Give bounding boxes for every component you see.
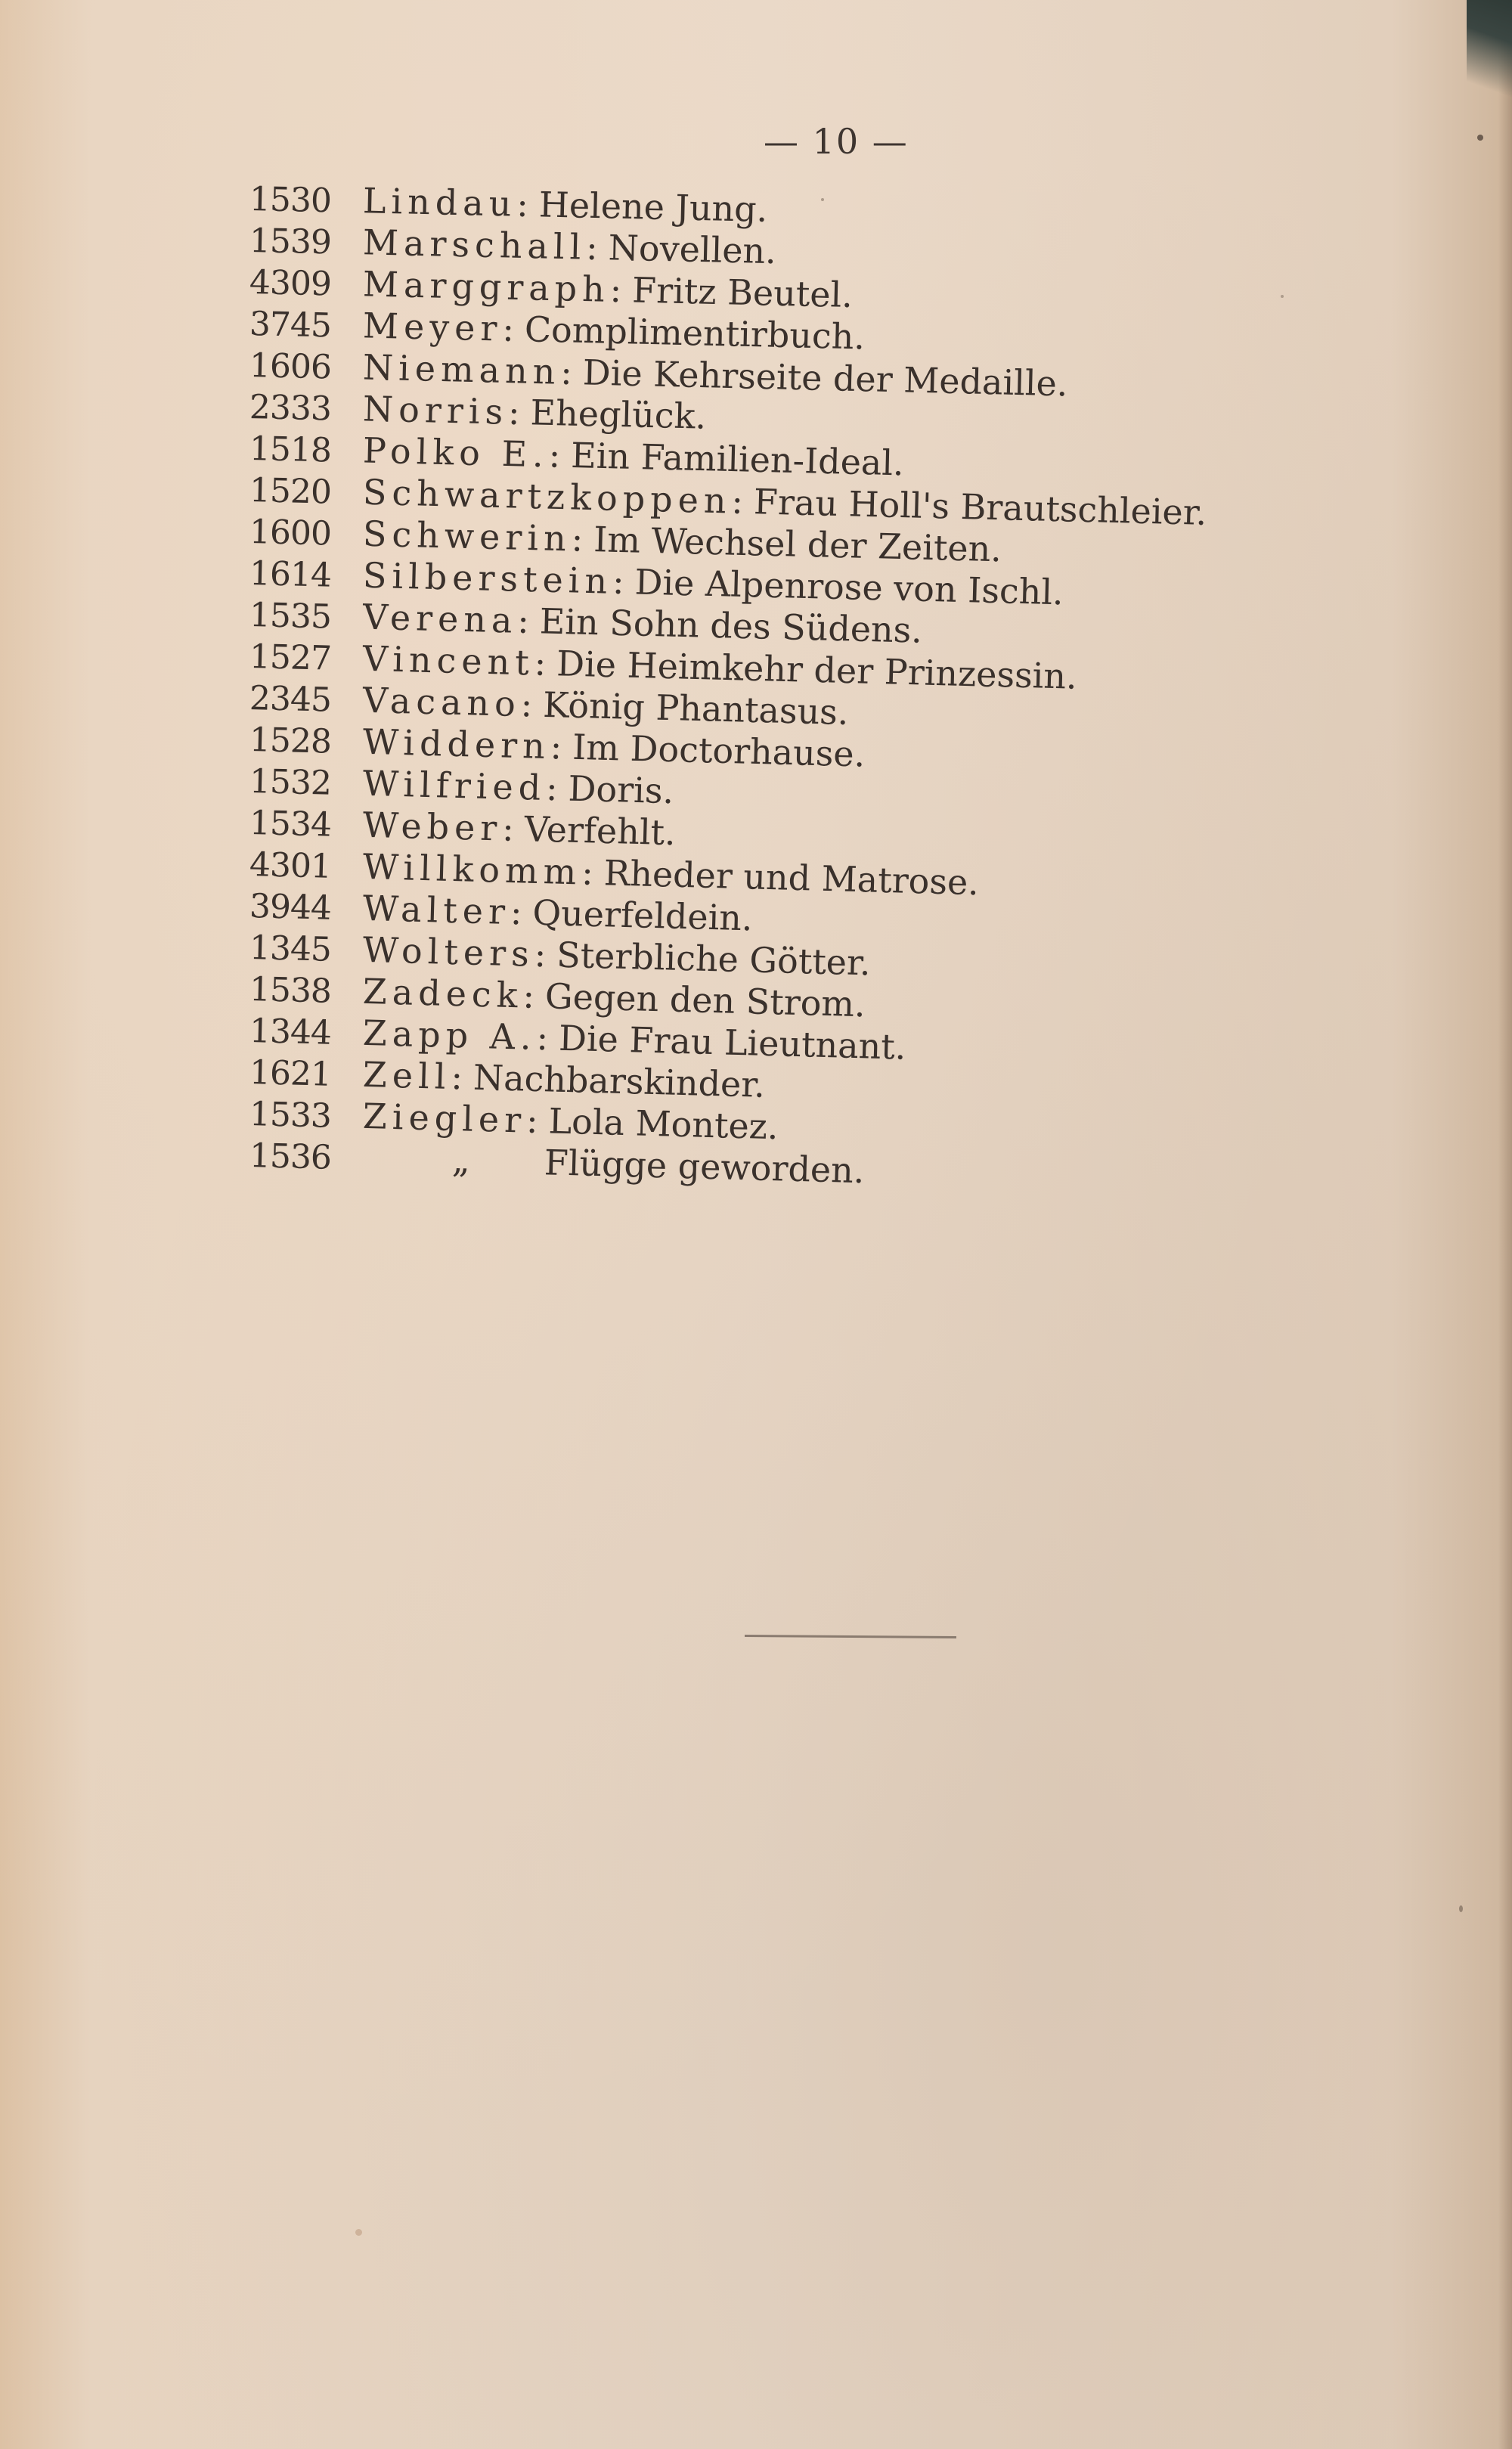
entry-author: Silberstein	[362, 554, 613, 602]
colon-separator: :	[559, 351, 573, 393]
entry-number: 1530	[249, 180, 332, 221]
entry-title: Fritz Beutel.	[631, 269, 854, 316]
entry-author: Wilfried	[362, 762, 547, 808]
colon-separator: :	[510, 891, 523, 933]
colon-separator: :	[609, 268, 622, 311]
entry-title: Die Heimkehr der Prinzessin.	[556, 643, 1078, 697]
entry-number: 4301	[249, 845, 332, 886]
colon-separator: :	[548, 434, 561, 476]
entry-title: Frau Holl's Brautschleier.	[753, 481, 1207, 533]
closing-rule	[745, 1635, 956, 1638]
paper-speck	[1477, 135, 1483, 141]
colon-separator: :	[525, 1099, 539, 1141]
entry-title: Die Frau Lieutnant.	[558, 1017, 907, 1068]
colon-separator: :	[612, 560, 625, 603]
colon-separator: :	[550, 726, 562, 767]
entry-title: König Phantasus.	[542, 684, 850, 733]
entry-number: 1344	[249, 1012, 332, 1052]
entry-title: Eheglück.	[530, 392, 707, 437]
entry-number: 1532	[249, 762, 332, 803]
entry-title: Flügge geworden.	[544, 1142, 866, 1192]
entry-author: Lindau	[362, 180, 517, 225]
entry-title: Novellen.	[608, 227, 777, 272]
colon-separator: :	[501, 308, 515, 349]
entry-author: Ziegler	[362, 1095, 527, 1141]
entry-title: Ein Familien-Ideal.	[570, 435, 905, 484]
entry-author: Norris	[362, 388, 509, 432]
paper-speck	[1459, 1905, 1463, 1912]
colon-separator: :	[534, 933, 547, 975]
entry-number: 3944	[249, 887, 332, 928]
colon-separator: :	[507, 391, 521, 433]
colon-separator: :	[520, 684, 534, 725]
entry-title: Im Wechsel der Zeiten.	[593, 519, 1002, 570]
entry-title: Nachbarskinder.	[472, 1056, 766, 1105]
page-number: — 10 —	[764, 121, 909, 162]
entry-number: 1527	[249, 637, 332, 678]
entry-author: Zell	[362, 1053, 452, 1097]
binding-corner	[1467, 0, 1512, 106]
entry-title: Im Doctorhause.	[572, 726, 866, 775]
entry-title: Helene Jung.	[538, 184, 768, 230]
colon-separator: :	[522, 975, 535, 1016]
entry-author: Vacano	[362, 679, 522, 725]
entry-number: 1538	[249, 970, 332, 1011]
colon-separator: :	[585, 226, 599, 268]
colon-separator: :	[516, 183, 529, 225]
entry-title: Rheder und Matrose.	[603, 852, 980, 904]
entry-number: 3745	[249, 305, 332, 346]
entry-author: Vincent	[362, 637, 535, 684]
entry-author: Marggraph	[362, 263, 611, 310]
paper-speck	[821, 198, 824, 201]
entry-number: 1539	[249, 222, 332, 262]
entry-number: 2345	[249, 679, 332, 720]
entry-author: Verena	[362, 596, 519, 641]
entry-number: 1534	[249, 804, 332, 845]
colon-separator: :	[501, 808, 515, 849]
entry-title: Complimentirbuch.	[524, 308, 866, 358]
entry-author: Schwartzkoppen	[362, 471, 733, 522]
entry-author: Wolters	[362, 928, 535, 975]
entry-number: 2333	[249, 388, 332, 429]
entry-number: 1536	[249, 1136, 332, 1177]
entry-number: 1345	[249, 928, 332, 969]
entry-author: Willkomm	[362, 845, 582, 893]
entry-number: 1600	[249, 513, 332, 553]
entry-number: 1614	[249, 554, 332, 595]
catalogue-list	[249, 178, 1346, 1192]
entry-number: 1606	[249, 346, 332, 387]
entry-title: Lola Montez.	[547, 1100, 779, 1148]
entry-author: Zadeck	[362, 970, 524, 1016]
entry-number: 1535	[249, 596, 332, 637]
ditto-mark: „	[451, 1139, 471, 1181]
entry-author: Zapp A.	[362, 1012, 538, 1058]
colon-separator: :	[450, 1056, 463, 1098]
entry-author: Walter	[362, 887, 511, 933]
colon-separator: :	[545, 767, 559, 809]
entry-number: 1533	[249, 1095, 332, 1136]
page-edge-shadow	[1498, 0, 1512, 2449]
entry-number: 1621	[249, 1053, 332, 1094]
entry-title: Sterbliche Götter.	[556, 934, 872, 984]
entry-number: 4309	[249, 263, 332, 304]
entry-author: Widdern	[362, 721, 551, 767]
entry-title: Querfeldein.	[531, 891, 754, 939]
entry-number: 1520	[249, 471, 332, 512]
colon-separator: :	[534, 642, 547, 684]
colon-separator: :	[571, 518, 584, 560]
entry-number: 1528	[249, 721, 332, 761]
colon-separator: :	[581, 851, 594, 893]
colon-separator: :	[730, 480, 744, 522]
entry-number: 1518	[249, 429, 332, 470]
entry-author: Marschall	[362, 222, 587, 268]
entry-author: Weber	[362, 804, 503, 849]
paper-speck	[355, 2229, 362, 2236]
entry-title: Die Kehrseite der Medaille.	[582, 352, 1069, 405]
entry-title: Doris.	[567, 767, 674, 812]
entry-author: Schwerin	[362, 513, 572, 560]
entry-author: Meyer	[362, 305, 503, 349]
colon-separator: :	[535, 1016, 549, 1059]
entry-author: Polko E.	[362, 429, 550, 476]
entry-title: Verfehlt.	[524, 808, 677, 854]
entry-author: Niemann	[362, 346, 562, 392]
entry-title: Ein Sohn des Südens.	[539, 600, 923, 651]
entry-title: Die Alpenrose von Ischl.	[634, 561, 1064, 613]
colon-separator: :	[516, 600, 530, 642]
entry-title: Gegen den Strom.	[544, 975, 866, 1025]
paper-speck	[1281, 295, 1284, 298]
